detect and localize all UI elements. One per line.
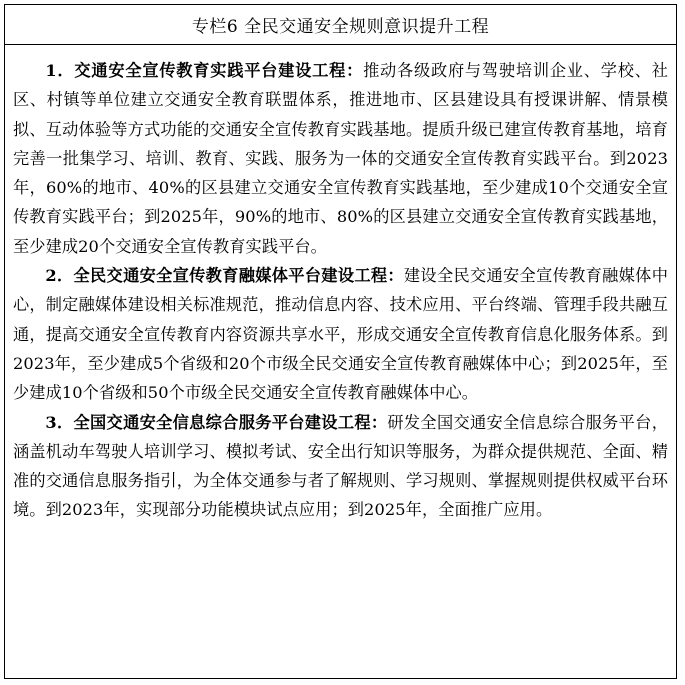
section-3-body: 研发全国交通安全信息综合服务平台，涵盖机动车驾驶人培训学习、模拟考试、安全出行知识等服务，为群众提供规范、全面、精准的交通信息服务指引，为全体交通参与者了解规则、学习规则、掌握规则提供权威平台环境。到2023年，实现部分功能模块试点应用；到2025年，全面推广应用。 <box>13 412 668 520</box>
box-title: 专栏6 全民交通安全规则意识提升工程 <box>5 5 676 45</box>
section-1-heading: 1．交通安全宣传教育实践平台建设工程： <box>45 61 364 80</box>
section-2-paragraph <box>13 261 668 407</box>
feature-box <box>4 4 677 679</box>
box-content <box>5 45 676 525</box>
section-1-paragraph <box>13 56 668 261</box>
section-2-heading: 2．全民交通安全宣传教育融媒体平台建设工程： <box>45 266 404 286</box>
section-3-paragraph <box>13 408 668 525</box>
section-1-body: 推动各级政府与驾驶培训企业、学校、社区、村镇等单位建立交通安全教育联盟体系，推进地市、区县建设具有授课讲解、情景模拟、互动体验等方式功能的交通安全宣传教育实践基地。提质升级已建宣传教育基地，培育完善一批集学习、培训、教育、实践、服务为一体的交通安全宣传教育实践平台。到2023年，60%的地市、40%的区县建立交通安全宣传教育实践基地，至少建成10个交通安全宣传教育实践平台；到2025年，90%的地市、80%的区县建立交通安全宣传教育实践基地，至少建成20个交通安全宣传教育实践平台。 <box>13 61 668 256</box>
section-2-body: 建设全民交通安全宣传教育融媒体中心，制定融媒体建设相关标准规范，推动信息内容、技术应用、平台终端、管理手段共融互通，提高交通安全宣传教育内容资源共享水平，形成交通安全宣传教育信息化服务体系。到2023年，至少建成5个省级和20个市级全民交通安全宣传教育融媒体中心；到2025年，至少建成10个省级和50个市级全民交通安全宣传教育融媒体中心。 <box>13 266 668 403</box>
section-3-heading: 3．全国交通安全信息综合服务平台建设工程： <box>45 412 388 432</box>
